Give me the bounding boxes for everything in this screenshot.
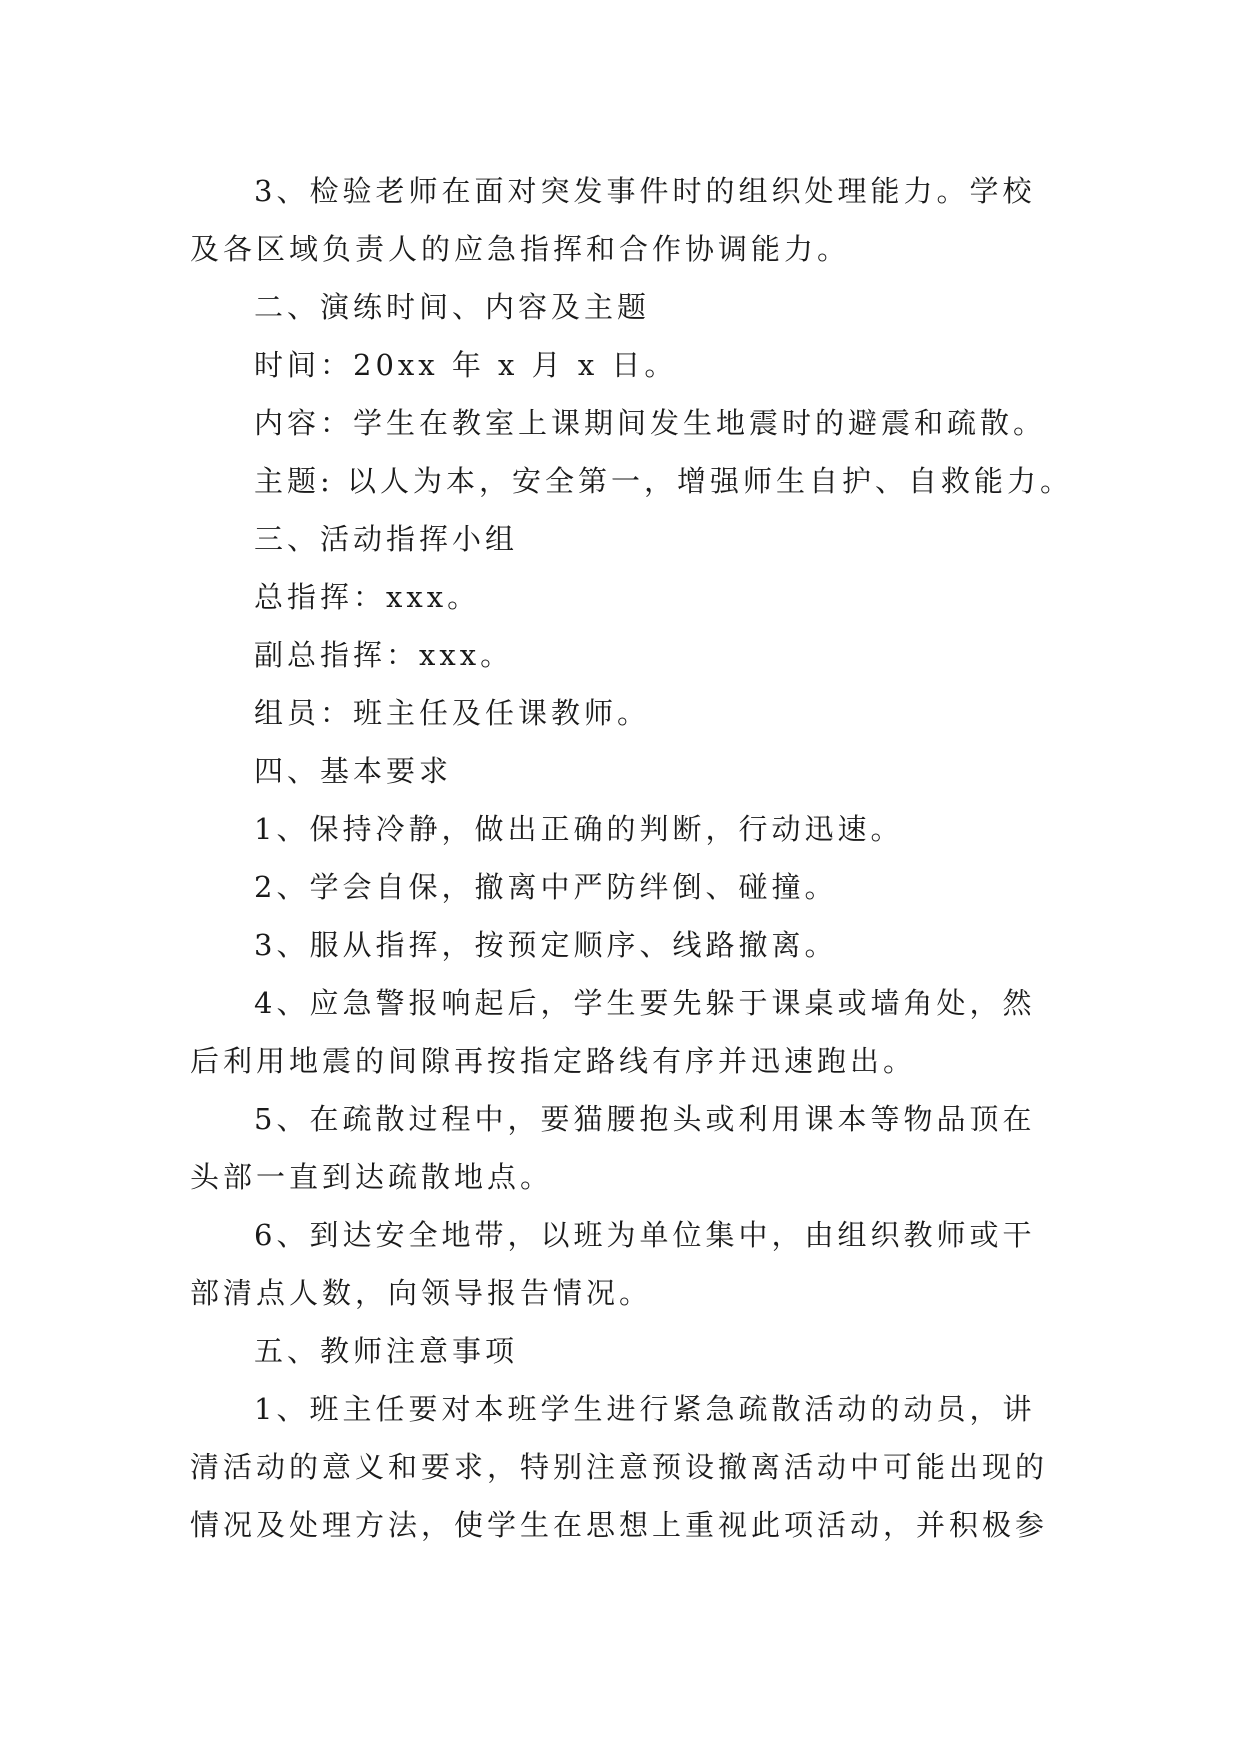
text-line: 及各区域负责人的应急指挥和合作协调能力。 [190,232,851,266]
text-line: 后利用地震的间隙再按指定路线有序并迅速跑出。 [190,1044,917,1078]
text-line: 2、学会自保，撤离中严防绊倒、碰撞。 [254,870,838,904]
text-line: 1、班主任要对本班学生进行紧急疏散活动的动员，讲 [254,1392,1036,1426]
text-line: 组员：班主任及任课教师。 [254,696,651,730]
text-line: 清活动的意义和要求，特别注意预设撤离活动中可能出现的 [190,1450,1049,1484]
text-line: 主题: 以人为本，安全第一，增强师生自护、自救能力。 [254,464,1073,498]
document-body [190,162,1073,1554]
text-line: 1、保持冷静，做出正确的判断，行动迅速。 [254,812,904,846]
section-heading: 五、教师注意事项 [254,1334,519,1368]
section-heading: 二、演练时间、内容及主题 [254,290,651,324]
text-line: 时间：20xx 年 x 月 x 日。 [254,348,678,382]
text-line: 总指挥：xxx。 [254,580,481,614]
text-line: 内容：学生在教室上课期间发生地震时的避震和疏散。 [254,406,1047,440]
text-line: 5、在疏散过程中，要猫腰抱头或利用课本等物品顶在 [254,1102,1036,1136]
text-line: 3、服从指挥，按预定顺序、线路撤离。 [254,928,838,962]
text-line: 副总指挥：xxx。 [254,638,514,672]
text-line: 情况及处理方法，使学生在思想上重视此项活动，并积极参 [190,1508,1049,1542]
text-line: 部清点人数，向领导报告情况。 [190,1276,653,1310]
text-line: 6、到达安全地带，以班为单位集中，由组织教师或干 [254,1218,1036,1252]
text-line: 4、应急警报响起后，学生要先躲于课桌或墙角处，然 [254,986,1036,1020]
text-line: 头部一直到达疏散地点。 [190,1160,554,1194]
text-line: 3、检验老师在面对突发事件时的组织处理能力。学校 [254,174,1036,208]
section-heading: 三、活动指挥小组 [254,522,519,556]
section-heading: 四、基本要求 [254,754,453,788]
